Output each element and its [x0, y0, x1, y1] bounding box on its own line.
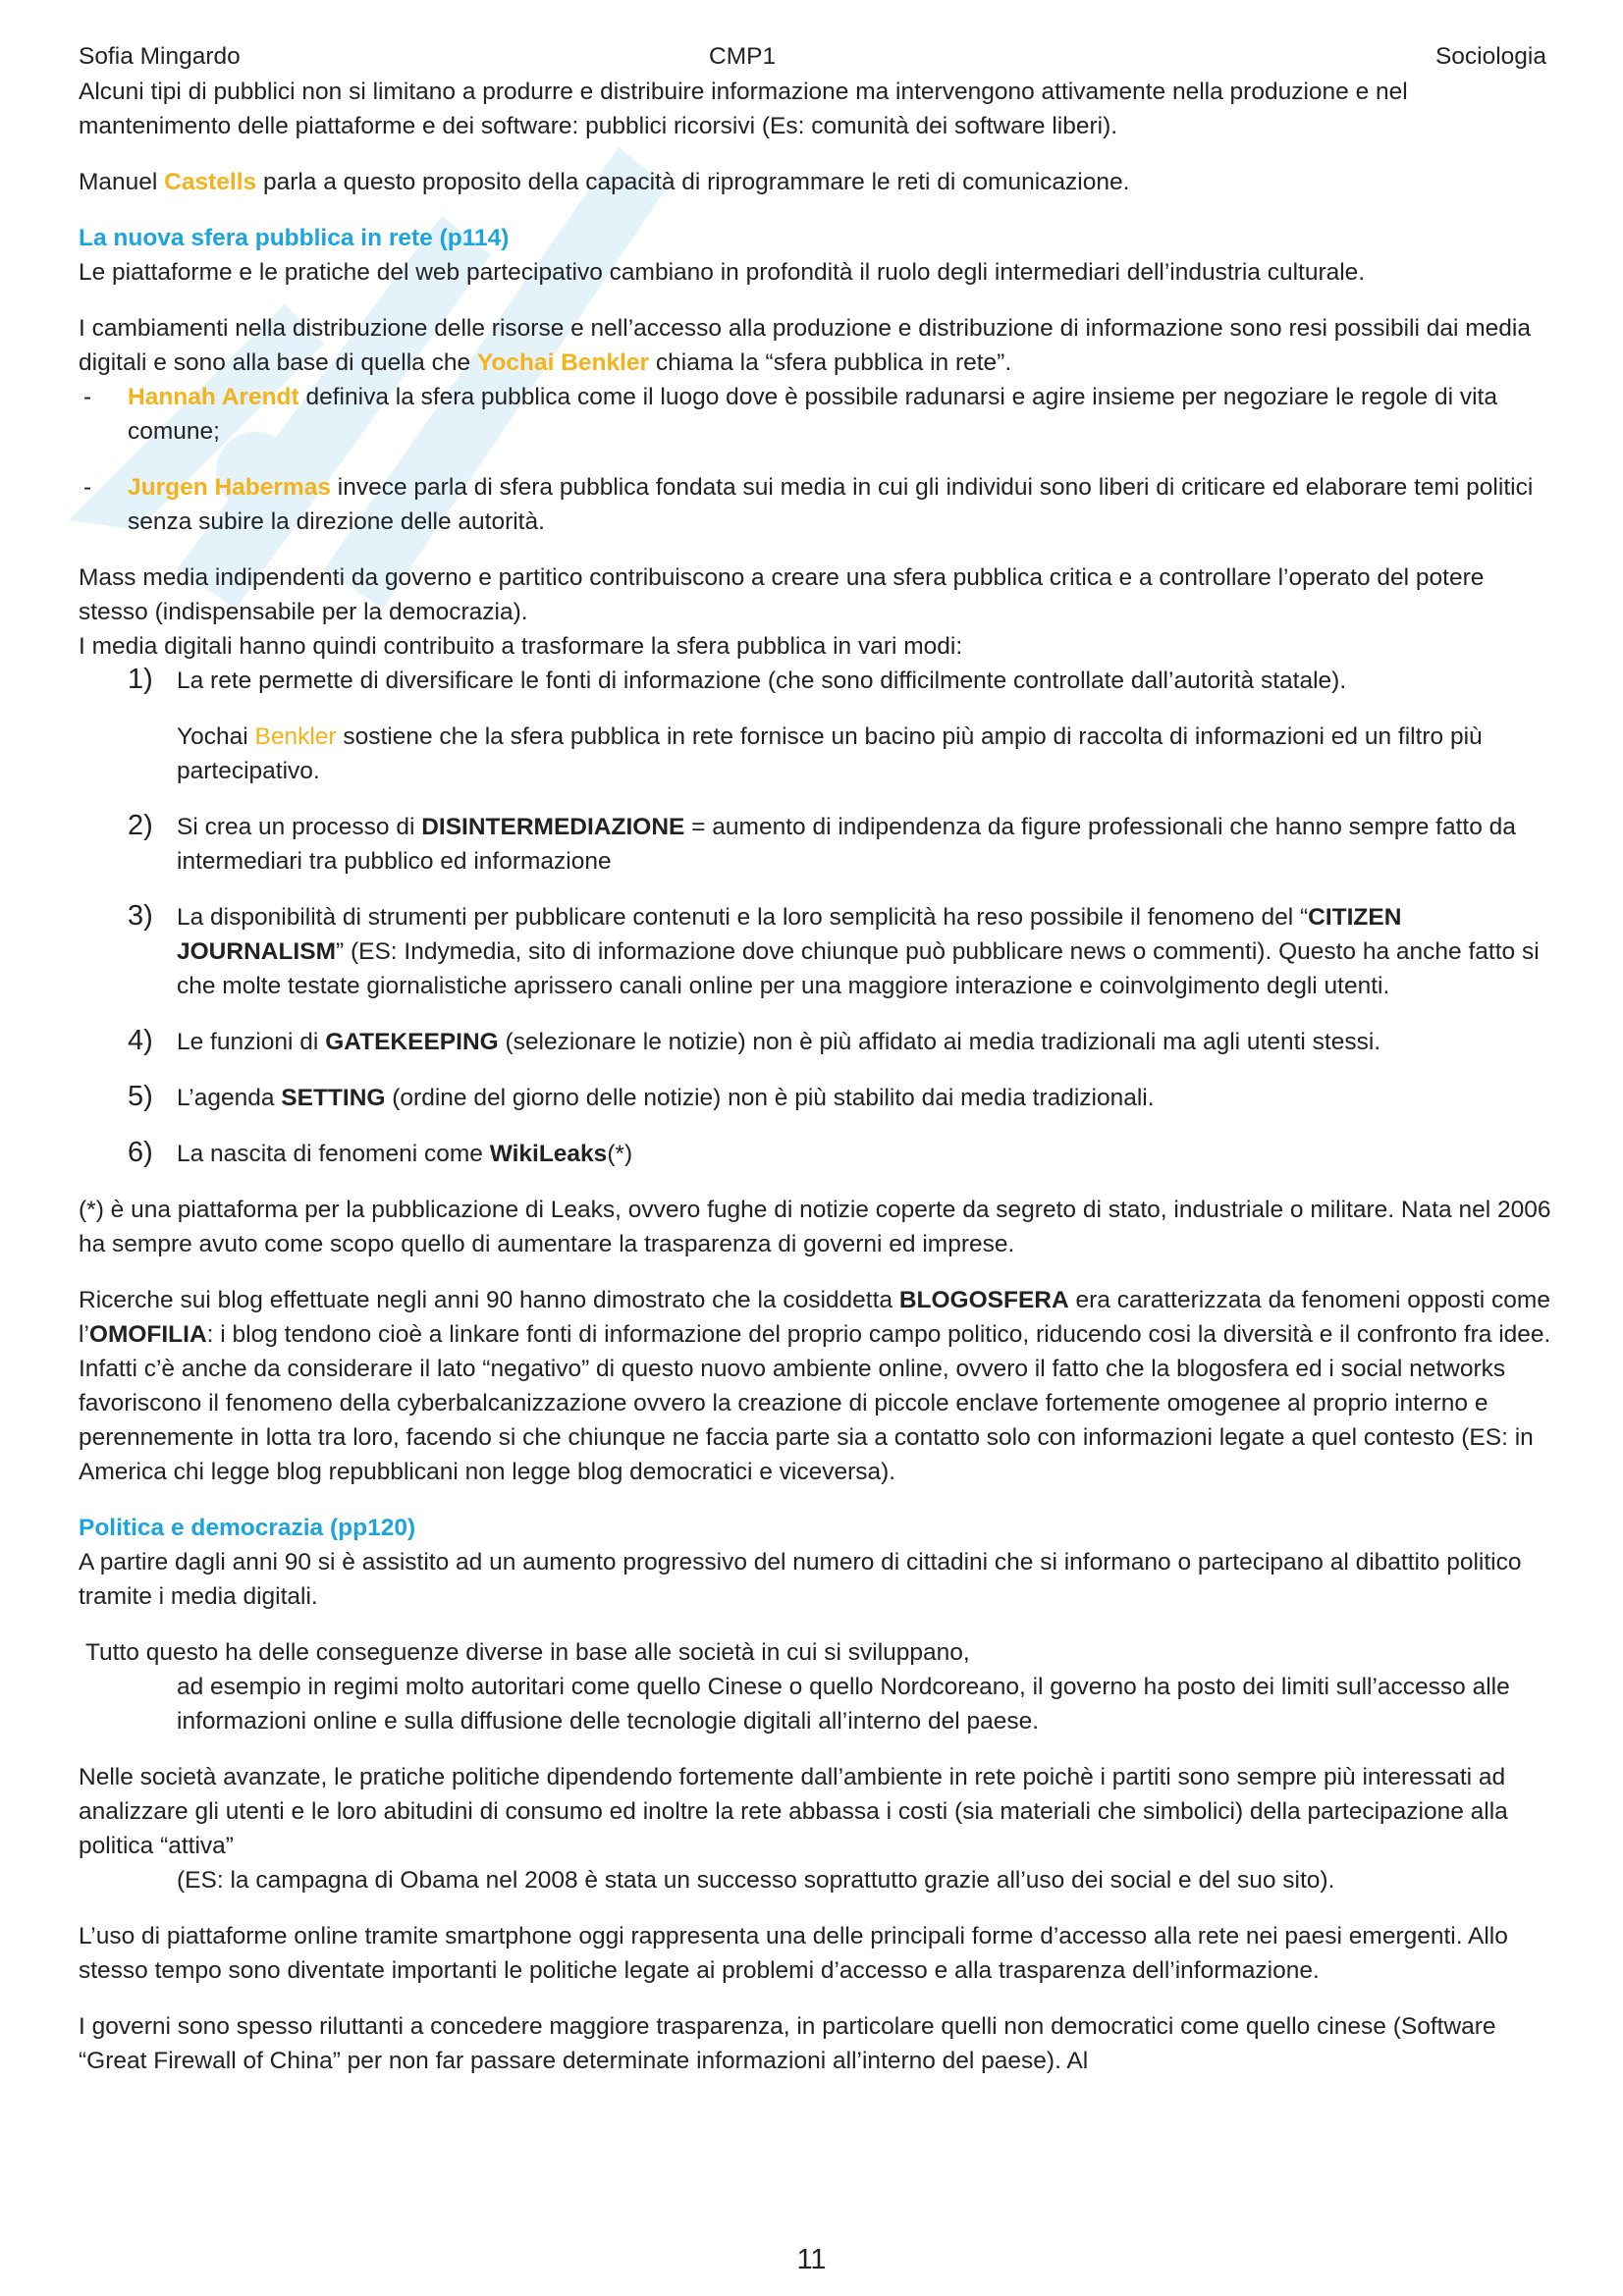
paragraph: I media digitali hanno quindi contribuito a trasformare la sfera pubblica in vari modi: [79, 633, 963, 660]
paragraph: Manuel Castells parla a questo proposito della capacità di riprogrammare le reti di comunicazione. [79, 169, 1130, 195]
paragraph: Tutto questo ha delle conseguenze diverse in base alle società in cui si sviluppano, [85, 1639, 970, 1666]
paragraph: (*) è una piattaforma per la pubblicazione di Leaks, ovvero fughe di notizie coperte da segreto di stato, industriale o militare. Nata nel 2006 ha sempre avuto come scopo quello di aumentare la trasparenza di governi ed imprese. [79, 1197, 1551, 1257]
numbered-list [79, 810, 1551, 1171]
list-number: 6) [128, 1137, 153, 1168]
list-item: 1) La rete permette di diversificare le fonti di informazione (che sono difficilmente controllate dall’autorità statale). [128, 664, 1347, 695]
list-item: 4) Le funzioni di GATEKEEPING (selezionare le notizie) non è più affidato ai media tradizionali ma agli utenti stessi. [128, 1025, 1381, 1056]
dash-list-item: - Hannah Arendt definiva la sfera pubblica come il luogo dove è possibile radunarsi e agire insieme per negoziare le regole di vita comune; [79, 380, 1551, 449]
list-subparagraph: Yochai Benkler sostiene che la sfera pubblica in rete fornisce un bacino più ampio di raccolta di informazioni ed un filtro più partecipativo. [177, 723, 1483, 784]
paragraph: A partire dagli anni 90 si è assistito ad un aumento progressivo del numero di cittadini che si informano o partecipano al dibattito politico tramite i media digitali. [79, 1549, 1522, 1610]
dash-marker: - [83, 474, 92, 501]
highlighted-name: Yochai Benkler [476, 349, 650, 376]
header-subject: Sociologia [1434, 43, 1546, 70]
list-number: 1) [128, 664, 153, 695]
page-number: 11 [796, 2244, 827, 2275]
document-page [79, 39, 1551, 2078]
section-heading: Politica e democrazia (pp120) [79, 1515, 416, 1541]
list-number: 4) [128, 1025, 153, 1056]
paragraph: Le piattaforme e le pratiche del web partecipativo cambiano in profondità il ruolo degli intermediari dell’industria culturale. [79, 259, 1366, 286]
paragraph: Alcuni tipi di pubblici non si limitano a produrre e distribuire informazione ma intervengono attivamente nella produzione e nel mantenimento delle piattaforme e dei software: pubblici ricorsivi (Es: comunità dei software liberi). [79, 79, 1408, 139]
highlighted-name: Benkler [254, 723, 337, 750]
list-item: 3) La disponibilità di strumenti per pubblicare contenuti e la loro semplicità ha reso possibile il fenomeno del “CITIZEN JOURNALISM” (ES: Indymedia, sito di informazione dove chiunque può pubblicare news o commenti). Questo ha anche fatto si che molte testate giornalistiche aprissero canali online per una maggiore interazione e coinvolgimento degli utenti. [128, 900, 1540, 999]
paragraph: Ricerche sui blog effettuate negli anni 90 hanno dimostrato che la cosiddetta BLOGOSFERA era caratterizzata da fenomeni opposti come l’OMOFILIA: i blog tendono cioè a linkare fonti di informazione del proprio campo politico, riducendo cosi la diversità e il confronto fra idee. [79, 1287, 1551, 1348]
highlighted-name: Hannah Arendt [128, 384, 299, 410]
page-header [79, 39, 1551, 75]
list-number: 2) [128, 810, 153, 841]
indented-paragraph: (ES: la campagna di Obama nel 2008 è stata un successo soprattutto grazie all’uso dei social e del suo sito). [177, 1867, 1335, 1894]
list-number: 3) [128, 900, 153, 932]
highlighted-name: Castells [164, 169, 257, 195]
list-item: 5) L’agenda SETTING (ordine del giorno delle notizie) non è più stabilito dai media tradizionali. [128, 1081, 1155, 1112]
paragraph: Mass media indipendenti da governo e partitico contribuiscono a creare una sfera pubblica critica e a controllare l’operato del potere stesso (indispensabile per la democrazia). [79, 564, 1485, 625]
dash-list-item: - Jurgen Habermas invece parla di sfera pubblica fondata sui media in cui gli individui sono liberi di criticare ed elaborare temi politici senza subire la direzione delle autorità. [79, 470, 1551, 539]
list-item: 2) Si crea un processo di DISINTERMEDIAZIONE = aumento di indipendenza da figure professionali che hanno sempre fatto da intermediari tra pubblico ed informazione [128, 810, 1516, 875]
list-item: 6) La nascita di fenomeni come WikiLeaks(*) [128, 1137, 633, 1168]
header-author: Sofia Mingardo [79, 43, 241, 70]
list-number: 5) [128, 1081, 153, 1112]
highlighted-name: Jurgen Habermas [128, 474, 331, 501]
paragraph: I cambiamenti nella distribuzione delle risorse e nell’accesso alla produzione e distribuzione di informazione sono resi possibili dai media digitali e sono alla base di quella che Yochai Benkler chiama la “sfera pubblica in rete”. [79, 315, 1531, 376]
paragraph: Infatti c’è anche da considerare il lato “negativo” di questo nuovo ambiente online, ovvero il fatto che la blogosfera ed i social networks favoriscono il fenomeno della cyberbalcanizzazione ovvero la creazione di piccole enclave fortemente omogenee al proprio interno e perennemente in lotta tra loro, facendo si che chiunque ne faccia parte sia a contatto solo con informazioni legate a quel contesto (ES: in America chi legge blog repubblicani non legge blog democratici e viceversa). [79, 1356, 1534, 1485]
indented-paragraph: ad esempio in regimi molto autoritari come quello Cinese o quello Nordcoreano, il governo ha posto dei limiti sull’accesso alle informazioni online e sulla diffusione delle tecnologie digitali all’interno del paese. [177, 1674, 1510, 1735]
section-heading: La nuova sfera pubblica in rete (p114) [79, 225, 510, 251]
paragraph: Nelle società avanzate, le pratiche politiche dipendendo fortemente dall’ambiente in rete poichè i partiti sono sempre più interessati ad analizzare gli utenti e le loro abitudini di consumo ed inoltre la rete abbassa i costi (sia materiali che simbolici) della partecipazione alla politica “attiva” [79, 1764, 1508, 1859]
dash-marker: - [83, 384, 92, 410]
numbered-list [79, 664, 1551, 698]
header-course: CMP1 [709, 43, 777, 70]
paragraph: I governi sono spesso riluttanti a concedere maggiore trasparenza, in particolare quelli non democratici come quello cinese (Software “Great Firewall of China” per non far passare determinate informazioni all’interno del paese). Al [79, 2013, 1496, 2074]
paragraph: L’uso di piattaforme online tramite smartphone oggi rappresenta una delle principali forme d’accesso alla rete nei paesi emergenti. Allo stesso tempo sono diventate importanti le politiche legate ai problemi d’accesso e alla trasparenza dell’informazione. [79, 1923, 1508, 1984]
